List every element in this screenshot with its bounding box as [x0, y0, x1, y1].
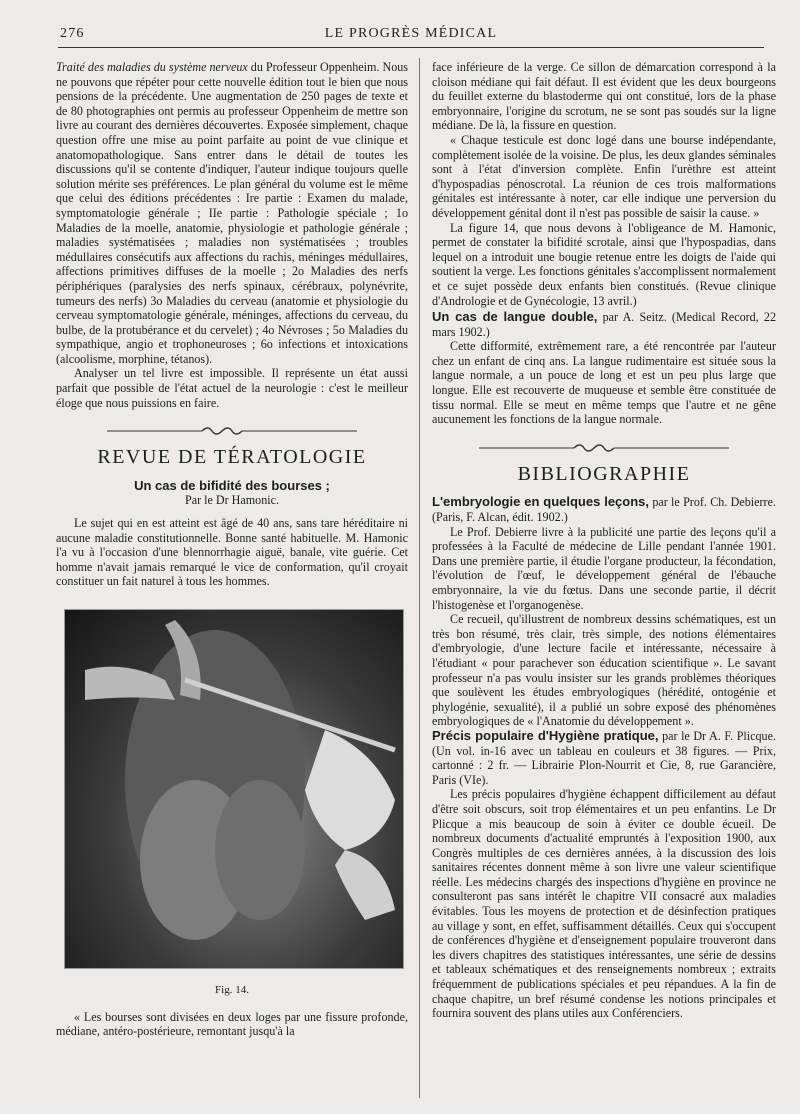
article-paragraph: « Les bourses sont divisées en deux loges par une fissure profonde, médiane, antéro-postérieure, remontant jusqu'à la — [56, 1009, 408, 1039]
book-title: Traité des maladies du système nerveux — [56, 60, 248, 74]
figure-photograph — [64, 609, 404, 969]
page-number: 276 — [60, 26, 85, 41]
article-reference: par le Dr A. F. Plicque. (Un vol. in-16 avec un tableau en couleurs et 38 figures. — Prix, cartonné : 2 fr. — Librairie Plon-Nourrit et Cie, 8, rue Garancière, Paris (VIe). — [432, 728, 776, 787]
column-divider — [419, 58, 420, 1098]
article-paragraph: Le Prof. Debierre livre à la publicité une partie des leçons qu'il a professées à la Faculté de médecine de Lille pendant l'année 1901. Dans une première partie, il étudie l'organe producteur, la fécondation, l'évolution de l'œuf, le développement général de l'ébauche embryonnaire, la vie du fœtus. Dans une seconde partie, il décrit l'histogenèse et l'organogenèse. — [432, 524, 776, 612]
article-paragraph: La figure 14, que nous devons à l'obligeance de M. Hamonic, permet de constater la bifidité scrotale, ainsi que l'hypospadias, dans lequel on a introduit une bougie retenue entre les doigts de l'aide qui soutient la verge. Les fonctions génitales s'accomplissent normalement et ce sujet possède deux enfants bien constitués. (Revue clinique d'Andrologie et de Gynécologie, 13 avril.) — [432, 220, 776, 308]
section-title-teratologie: REVUE DE TÉRATOLOGIE — [97, 446, 367, 469]
page-header — [58, 24, 764, 48]
ornament-divider — [56, 424, 408, 442]
article-paragraph: « Chaque testicule est donc logé dans une bourse indépendante, complètement isolée de la voisine. De plus, les deux glandes séminales sont à l'état d'inversion complète. Enfin l'urèthre est atteint d'hypospadias pénoscrotal. La réunion de ces trois malformations génitales est intéressante à noter, car elle indique une perversion du développement génital dont il n'est pas possible de saisir la cause. » — [432, 132, 776, 220]
photo-illustration-icon — [65, 610, 404, 969]
article-paragraph: Le sujet qui en est atteint est âgé de 40 ans, sans tare héréditaire ni aucune maladie constitutionnelle. Bonne santé habituelle. M. Hamonic l'a vu à l'occasion d'une blennorrhagie aiguë, banale, vite guérie. Cet homme n'avait jamais remarqué le vice de conformation, qu'il croyait constituer un fait naturel à tous les hommes. — [56, 516, 408, 589]
article-heading-langue — [432, 310, 776, 339]
section-title-bibliographie: BIBLIOGRAPHIE — [517, 462, 691, 485]
article-paragraph: face inférieure de la verge. Ce sillon de démarcation correspond à la cloison médiane qui fait défaut. Il est évident que les deux bourgeons du feuillet externe du blastoderme qui ont constitué, lors de la phase embryonnaire, l'origine du scrotum, ne se sont pas soudés sur la ligne médiane. De là, la fissure en question. — [432, 60, 776, 133]
article-paragraph: Cette difformité, extrêmement rare, a été rencontrée par l'auteur chez un enfant de cinq ans. La langue rudimentaire est située sous la langue normale, a un pouce de long et est un peu plus large que longue. Elle est recouverte de muqueuse et semble être constituée de tissu normal. Elle se meut en même temps que l'autre et ne gêne aucunement les fonctions de la langue normale. — [432, 339, 776, 427]
article-reference: par A. Seitz. (Medical Record, 22 mars 1902.) — [432, 310, 776, 339]
article-title-hygiene: Précis populaire d'Hygiène pratique, — [432, 727, 659, 743]
article-byline: Par le Dr Hamonic. — [184, 493, 280, 508]
article-heading-embryologie — [432, 495, 776, 524]
ornament-flourish-icon — [107, 424, 357, 438]
review-conclusion: Analyser un tel livre est impossible. Il représente un état aussi parfait que possible de l'état actuel de la neurologie : c'est le meilleur éloge que nous puissions en faire. — [56, 366, 408, 410]
article-reference: par le Prof. Ch. Debierre. (Paris, F. Alcan, édit. 1902.) — [432, 495, 776, 525]
left-column — [56, 60, 408, 1098]
figure-caption: Fig. 14. — [215, 984, 249, 996]
article-title-langue: Un cas de langue double, — [432, 309, 598, 325]
article-paragraph: Les précis populaires d'hygiène échappent difficilement au défaut d'être soit obscurs, soit trop élémentaires et un peu enfantins. Le Dr Plicque a mis beaucoup de soin à éviter ce double écueil. De nombreux documents d'actualité empruntés à l'exposition 1900, aux Congrès multiples de ces dernières années, à la discussion des lois sanitaires récentes donnent même à son livre une valeur scientifique réelle. Les médecins chargés des inspections d'hygiène en province ne consulteront pas sans intérêt le chapitre VII consacré aux maladies évitables. Tous les moyens de protection et de désinfection pratiques au village y sont, en effet, suffisamment détaillés. Ceux qui s'occupent de conférences d'hygiène et d'enseignement populaire trouveront dans les divers chapitres des statistiques intéressantes, une série de dessins et tableaux schématiques et des renseignements nombreux ; extraits fréquemment de publications spéciales et peu répandues. A la fin de chaque chapitre, un bref résumé condense les notions principales et fournira souvent des plans utiles aux Conférenciers. — [432, 787, 776, 1021]
running-title: LE PROGRÈS MÉDICAL — [324, 26, 498, 41]
article-title-embryologie: L'embryologie en quelques leçons, — [432, 494, 650, 510]
right-column — [432, 60, 776, 1098]
review-text: du Professeur Oppenheim. Nous ne pouvons que répéter pour cette nouvelle édition tout le bien que nous pensions de la précédente. Une augmentation de 250 pages de texte et de 80 photographies ont permis au professeur Oppenheim de mettre son livre au courant des dernières découvertes. Exposée simplement, chaque question offre une mise au point parfaite au point de vue clinique et anatomopathologique. Sans entrer dans le détail de toutes les discussions qu'il se contente d'indiquer, l'auteur indique toujours quelle solution mérite ses préférences. Le plan général du volume est le même que celui des éditions précédentes : Ire partie : Examen du malade, symptomatologie générale ; IIe partie : Pathologie spéciale ; 1o Maladies de la moelle, anatomie, physiologie et pathologie générale ; maladies systématisées ; maladies non systématisées ; troubles médullaires consécutifs aux affections du rachis, méninges médullaires, affections primitives diffuses de la moelle ; 2o Maladies des nerfs périphériques (paralysies des nerfs spinaux, cérébraux, polynévrite, tumeurs des nerfs) 3o Maladies du cerveau (anatomie et physiologie du cerveau symptomatologie générale, méninges, affections du cerveau, du bulbe, de la protubérance et du cervelet) ; 4o Névroses ; 5o Maladies du sympathique, angio et trophoneuroses ; 6o infections et intoxications (alcoolisme, morphine, tétanos). — [56, 60, 408, 366]
article-heading-hygiene — [432, 729, 776, 787]
article-paragraph: Ce recueil, qu'illustrent de nombreux dessins schématiques, est un très bon résumé, très clair, très simple, des notions élémentaires d'embryologie, d'une lecture facile et intéressante, nécessaire à l'étudiant « pour parachever son éducation scientifique ». Le savant professeur n'a pas voulu insister sur les grands problèmes théoriques que soulèvent les études embryologiques (hérédité, ontogénie et phylogénie, sexualité), il a publié un sobre exposé des phénomènes embryologiques de « l'Anatomie du développement ». — [432, 612, 776, 729]
book-review — [56, 60, 408, 366]
ornament-flourish-icon — [479, 441, 729, 455]
ornament-divider — [432, 441, 776, 459]
article-title-bifidite: Un cas de bifidité des bourses ; — [134, 477, 330, 493]
